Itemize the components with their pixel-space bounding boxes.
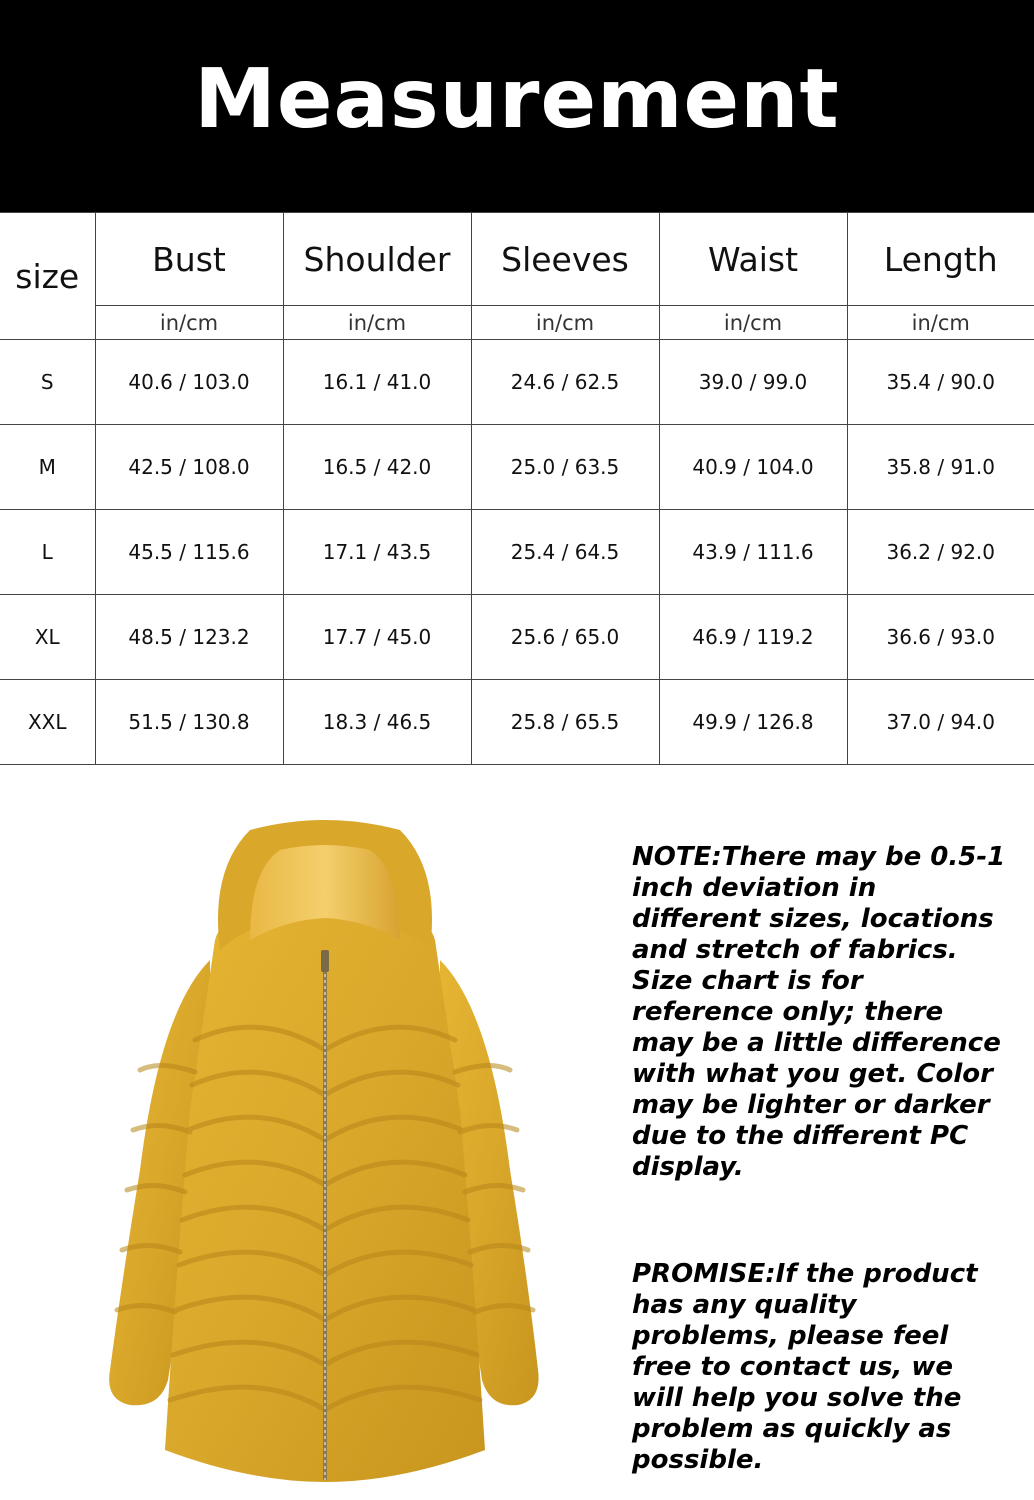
page-title: Measurement: [194, 52, 840, 147]
unit-label: in/cm: [471, 306, 659, 340]
column-header-length: Length: [847, 213, 1034, 306]
table-cell: 35.8 / 91.0: [847, 425, 1034, 510]
table-cell: 36.2 / 92.0: [847, 510, 1034, 595]
table-cell: 43.9 / 111.6: [659, 510, 847, 595]
yellow-fur-coat-image: [100, 810, 550, 1490]
table-cell: 25.0 / 63.5: [471, 425, 659, 510]
table-cell: 40.6 / 103.0: [95, 340, 283, 425]
table-cell: 36.6 / 93.0: [847, 595, 1034, 680]
table-cell: 45.5 / 115.6: [95, 510, 283, 595]
table-cell: 39.0 / 99.0: [659, 340, 847, 425]
size-cell: XL: [0, 595, 95, 680]
table-cell: 16.1 / 41.0: [283, 340, 471, 425]
table-cell: 16.5 / 42.0: [283, 425, 471, 510]
unit-label: in/cm: [283, 306, 471, 340]
unit-label: in/cm: [95, 306, 283, 340]
table-cell: 25.4 / 64.5: [471, 510, 659, 595]
table-cell: 18.3 / 46.5: [283, 680, 471, 765]
table-header-row: [0, 213, 1034, 306]
coat-illustration: [100, 810, 550, 1490]
table-cell: 35.4 / 90.0: [847, 340, 1034, 425]
promise-text: PROMISE:If the product has any quality problems, please feel free to contact us, we will help you solve the problem as quickly as possible.: [632, 1259, 978, 1475]
size-chart-table: [0, 212, 1034, 765]
notes-section: [632, 842, 1012, 1476]
size-cell: S: [0, 340, 95, 425]
column-header-waist: Waist: [659, 213, 847, 306]
note-text: NOTE:There may be 0.5-1 inch deviation in different sizes, locations and stretch of fabrics. Size chart is for reference only; there may be a little difference with what you get. Color may be lighter or darker due to the different PC display.: [632, 842, 1006, 1182]
table-cell: 51.5 / 130.8: [95, 680, 283, 765]
unit-row: [0, 306, 1034, 340]
table-row: [0, 510, 1034, 595]
table-cell: 48.5 / 123.2: [95, 595, 283, 680]
table-row: [0, 680, 1034, 765]
header-banner: [0, 0, 1034, 212]
table-cell: 17.7 / 45.0: [283, 595, 471, 680]
table-cell: 25.8 / 65.5: [471, 680, 659, 765]
column-header-sleeves: Sleeves: [471, 213, 659, 306]
table-cell: 37.0 / 94.0: [847, 680, 1034, 765]
unit-label: in/cm: [659, 306, 847, 340]
unit-label: in/cm: [847, 306, 1034, 340]
table-cell: 24.6 / 62.5: [471, 340, 659, 425]
table-cell: 49.9 / 126.8: [659, 680, 847, 765]
table-row: [0, 595, 1034, 680]
size-cell: L: [0, 510, 95, 595]
column-header-bust: Bust: [95, 213, 283, 306]
size-cell: XXL: [0, 680, 95, 765]
column-header-shoulder: Shoulder: [283, 213, 471, 306]
table-cell: 42.5 / 108.0: [95, 425, 283, 510]
table-cell: 17.1 / 43.5: [283, 510, 471, 595]
table-cell: 46.9 / 119.2: [659, 595, 847, 680]
table-cell: 25.6 / 65.0: [471, 595, 659, 680]
table-row: [0, 340, 1034, 425]
table-row: [0, 425, 1034, 510]
size-header: size: [0, 213, 95, 340]
table-cell: 40.9 / 104.0: [659, 425, 847, 510]
size-cell: M: [0, 425, 95, 510]
